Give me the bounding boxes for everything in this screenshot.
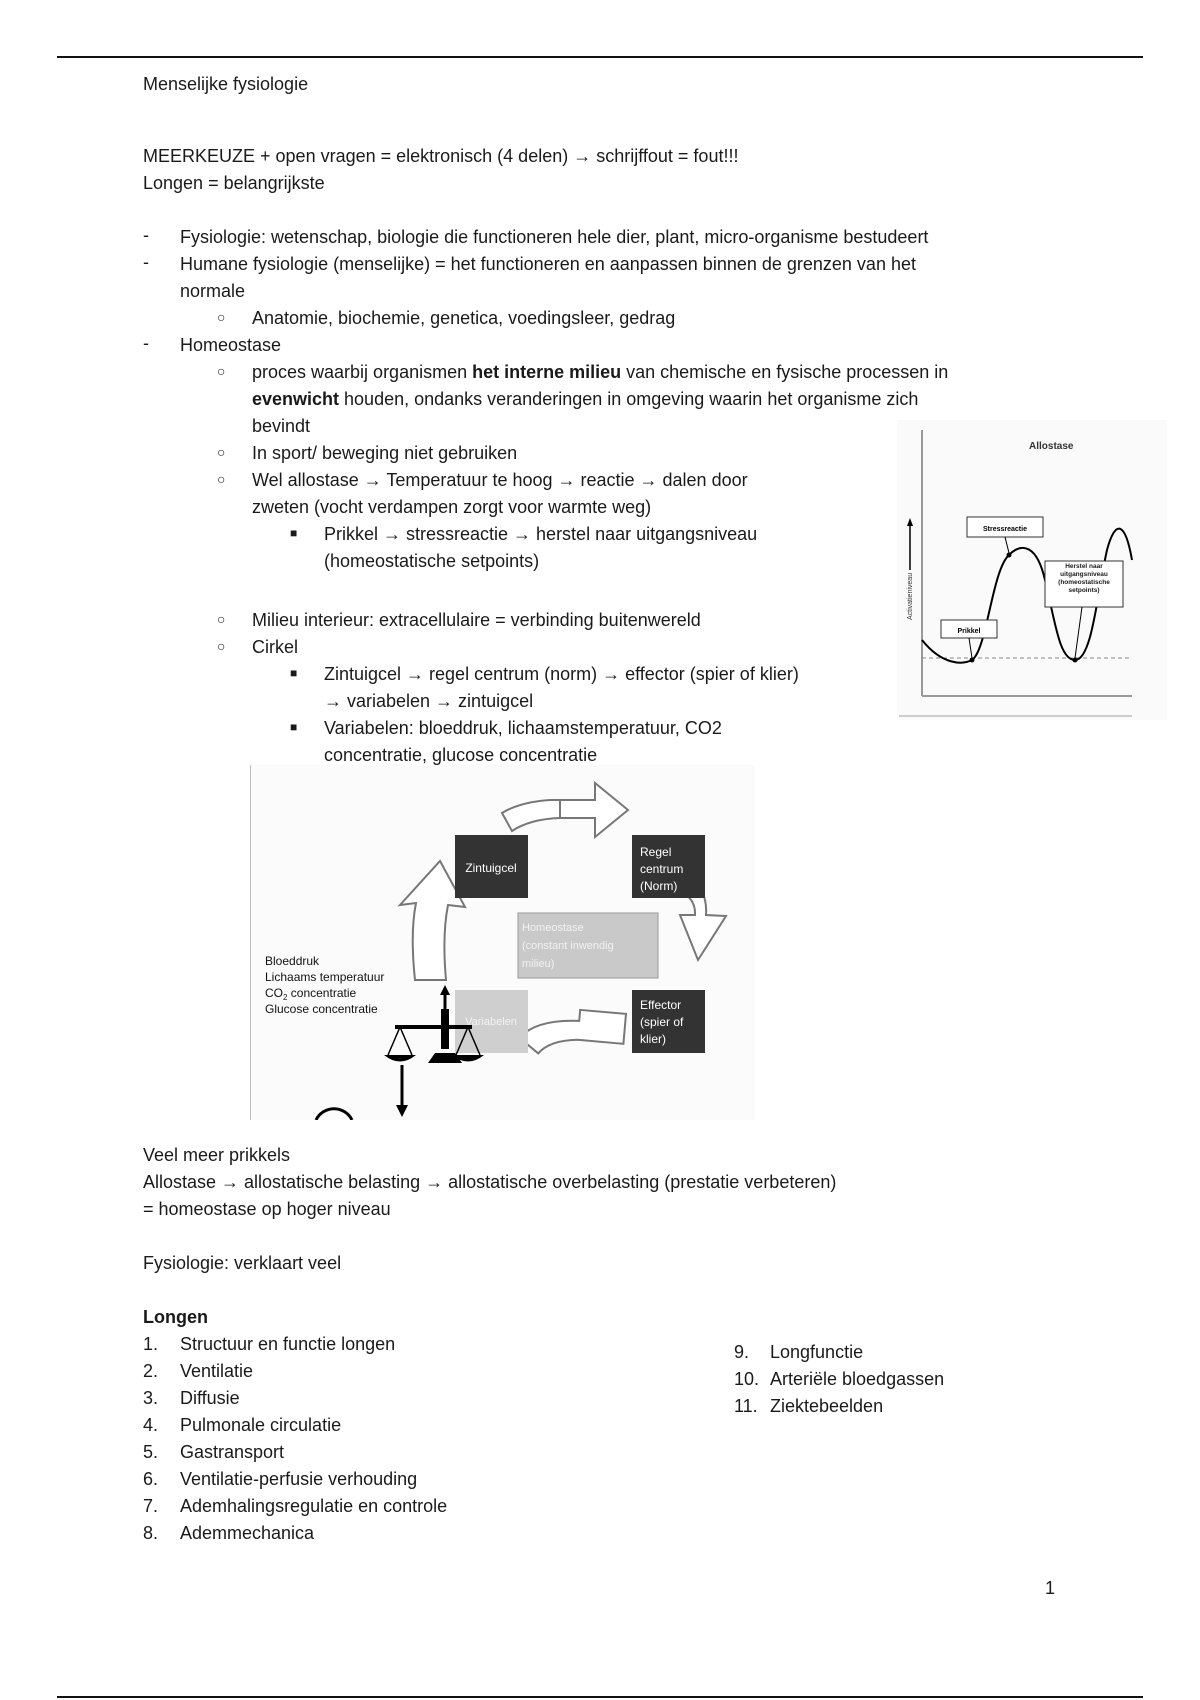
label-effector-l2: (spier of <box>640 1015 684 1029</box>
sub-sport: In sport/ beweging niet gebruiken <box>252 443 518 463</box>
var-co2: $CO_2$ concentratie <box>265 986 357 1002</box>
dash-bullet: - <box>143 252 149 272</box>
circle-bullet: ○ <box>217 444 226 460</box>
subsub-zintuigcel-line2: → variabelen → zintuigcel <box>324 691 534 711</box>
point-stress <box>1007 553 1012 558</box>
label-variabelen: Variabelen <box>465 1016 517 1028</box>
subsub-variabelen-line1: Variabelen: bloeddruk, lichaamstemperatuur, CO2 <box>324 718 722 738</box>
list-item: 10. Arteriële bloedgassen <box>734 1369 945 1389</box>
list-item: 3. Diffusie <box>143 1388 240 1408</box>
point-herstel <box>1073 658 1078 663</box>
sub-allostase-line1: Wel allostase → Temperatuur te hoog → reactie → dalen door <box>252 470 748 490</box>
list-item: 7. Ademhalingsregulatie en controle <box>143 1496 448 1516</box>
dash-bullet: - <box>143 225 149 245</box>
dash-bullet: - <box>143 333 149 353</box>
diagram-background <box>250 765 755 1120</box>
homeostase-definition-line2: evenwicht houden, ondanks veranderingen in omgeving waarin het organisme zich <box>252 389 919 409</box>
label-stressreactie: Stressreactie <box>983 526 1027 533</box>
circle-bullet: ○ <box>217 471 226 487</box>
page-number: 1 <box>1045 1578 1056 1598</box>
label-effector-l1: Effector <box>640 998 682 1012</box>
paragraph-allostase: Allostase → allostatische belasting → allostatische overbelasting (prestatie verbeteren) <box>143 1172 837 1192</box>
var-temperatuur: Lichaams temperatuur <box>265 970 385 984</box>
allostase-title: Allostase <box>1029 441 1074 452</box>
circle-bullet: ○ <box>217 363 226 379</box>
label-prikkel: Prikkel <box>957 628 981 635</box>
sub-milieu: Milieu interieur: extracellulaire = verbinding buitenwereld <box>252 610 701 630</box>
point-prikkel <box>970 658 975 663</box>
bullet-fysiologie: Fysiologie: wetenschap, biologie die functioneren hele dier, plant, micro-organisme bestudeert <box>180 227 929 247</box>
label-herstel-wrap <box>1046 563 1122 605</box>
list-item: 6. Ventilatie-perfusie verhouding <box>143 1469 418 1489</box>
label-center-l2: (constant inwendig <box>522 940 614 952</box>
bullet-humane-line2: normale <box>180 281 246 301</box>
circle-bullet: ○ <box>217 638 226 654</box>
figure-background <box>897 420 1167 720</box>
paragraph-prikkels: Veel meer prikkels <box>143 1145 291 1165</box>
label-zintuigcel: Zintuigcel <box>465 861 517 875</box>
page-title: Menselijke fysiologie <box>143 74 309 94</box>
bottom-rule <box>57 1696 1143 1698</box>
paragraph-hoger-niveau: = homeostase op hoger niveau <box>143 1199 391 1219</box>
list-item: 8. Ademmechanica <box>143 1523 315 1543</box>
sub-allostase-line2: zweten (vocht verdampen zorgt voor warmte weg) <box>252 497 652 517</box>
square-bullet: ■ <box>290 526 298 540</box>
paragraph-verklaart: Fysiologie: verklaart veel <box>143 1253 342 1273</box>
homeostase-definition-line1: proces waarbij organismen het interne milieu van chemische en fysische processen in <box>252 362 949 382</box>
allostase-figure <box>897 420 1167 720</box>
label-regel-l2: centrum <box>640 862 684 876</box>
square-bullet: ■ <box>290 720 298 734</box>
label-regel-l1: Regel <box>640 845 672 859</box>
subsub-prikkel-line2: (homeostatische setpoints) <box>324 551 540 571</box>
label-effector-l3: klier) <box>640 1032 666 1046</box>
homeostase-cycle-diagram <box>250 765 755 1120</box>
var-bloeddruk: Bloeddruk <box>265 954 320 968</box>
intro-line-2: Longen = belangrijkste <box>143 173 325 193</box>
bullet-homeostase: Homeostase <box>180 335 282 355</box>
sub-cirkel: Cirkel <box>252 637 299 657</box>
intro-line-1: MEERKEUZE + open vragen = elektronisch (4 delen) → schrijffout = fout!!! <box>143 146 739 166</box>
list-item: 11. Ziektebeelden <box>734 1396 884 1416</box>
top-rule <box>57 56 1143 58</box>
circle-bullet: ○ <box>217 309 226 325</box>
sub-anatomie: Anatomie, biochemie, genetica, voedingsleer, gedrag <box>252 308 676 328</box>
label-herstel: Herstel naar uitgangsniveau (homeostatische setpoints) <box>1058 563 1110 594</box>
bullet-humane-line1: Humane fysiologie (menselijke) = het functioneren en aanpassen binnen de grenzen van het <box>180 254 916 274</box>
list-item: 9. Longfunctie <box>734 1342 864 1362</box>
circle-bullet: ○ <box>217 611 226 627</box>
list-item: 5. Gastransport <box>143 1442 285 1462</box>
y-axis-label: Activatieniveau <box>907 572 914 620</box>
longen-heading: Longen <box>143 1307 208 1327</box>
subsub-zintuigcel-line1: Zintuigcel → regel centrum (norm) → effector (spier of klier) <box>324 664 799 684</box>
list-item: 4. Pulmonale circulatie <box>143 1415 342 1435</box>
square-bullet: ■ <box>290 666 298 680</box>
list-item: 1. Structuur en functie longen <box>143 1334 396 1354</box>
label-center-l3: milieu) <box>522 958 555 970</box>
list-item: 2. Ventilatie <box>143 1361 254 1381</box>
subsub-prikkel-line1: Prikkel → stressreactie → herstel naar uitgangsniveau <box>324 524 758 544</box>
homeostase-definition-line3: bevindt <box>252 416 311 436</box>
label-center-l1: Homeostase <box>522 922 584 934</box>
var-glucose: Glucose concentratie <box>265 1002 378 1016</box>
subsub-variabelen-line2: concentratie, glucose concentratie <box>324 745 598 765</box>
label-regel-l3: (Norm) <box>640 879 678 893</box>
